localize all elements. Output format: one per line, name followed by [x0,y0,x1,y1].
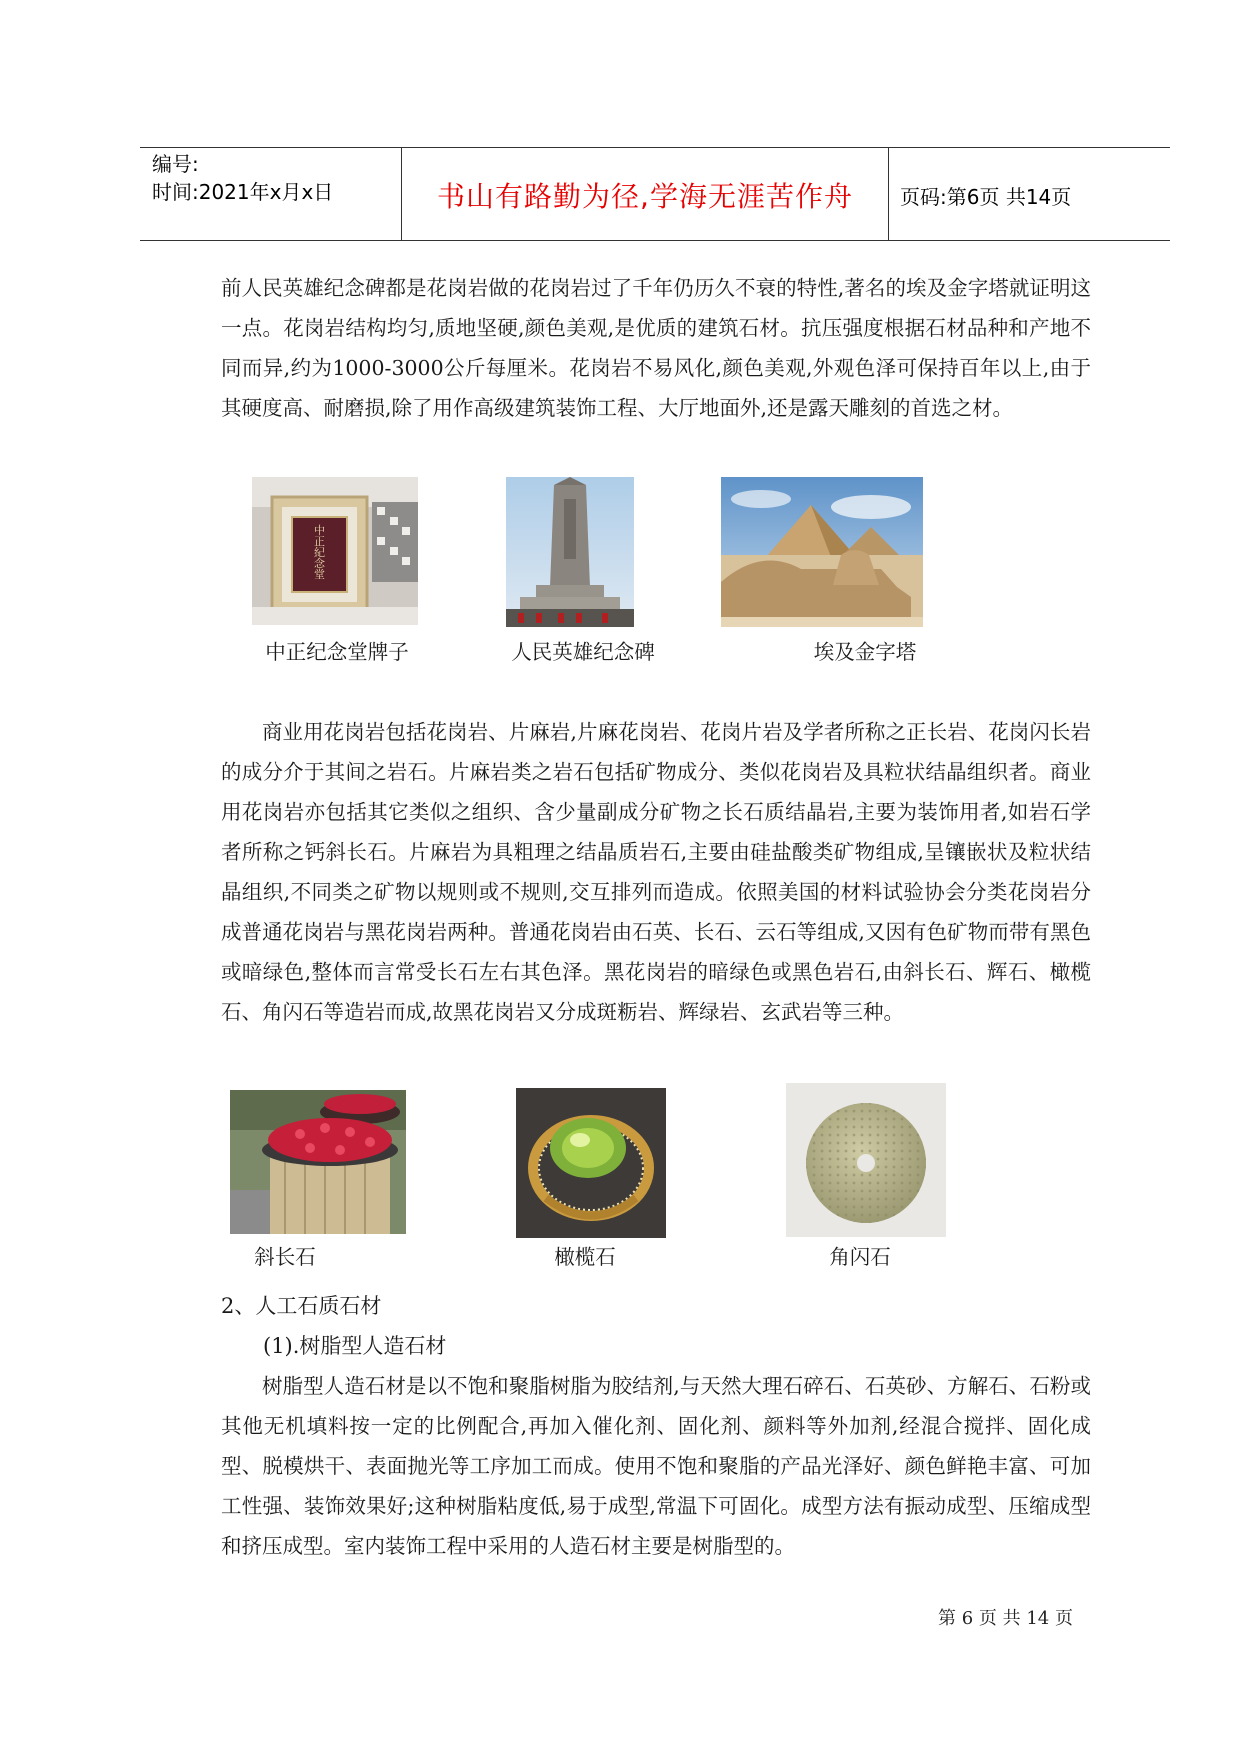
header-bottom-rule [140,240,1170,241]
figure-monument [506,477,634,627]
caption-hornblende: 角闪石 [829,1245,891,1269]
section-heading: 2、人工石质石材 [221,1294,382,1318]
figure-pyramid [721,477,923,627]
paragraph-granite-intro: 前人民英雄纪念碑都是花岗岩做的花岗岩过了千年仍历久不衰的特性,著名的埃及金字塔就证明这一点。花岗岩结构均匀,质地坚硬,颜色美观,是优质的建筑石材。抗压强度根据石材品种和产地不同而异,约为1000-3000公斤每厘米。花岗岩不易风化,颜色美观,外观色泽可保持百年以上,由于其硬度高、耐磨损,除了用作高级建筑装饰工程、大厅地面外,还是露天雕刻的首选之材。 [221,276,1091,420]
header-top-rule [140,147,1170,148]
header-page-info: 页码:第6页 共14页 [900,185,1072,209]
plaque-text: 中正紀念堂 [312,524,326,580]
caption-plagioclase: 斜长石 [254,1245,316,1269]
paragraph-commercial-granite: 商业用花岗岩包括花岗岩、片麻岩,片麻花岗岩、花岗片岩及学者所称之正长岩、花岗闪长岩的成分介于其间之岩石。片麻岩类之岩石包括矿物成分、类似花岗岩及具粒状结晶组织者。商业用花岗岩亦包括其它类似之组织、含少量副成分矿物之长石质结晶岩,主要为装饰用者,如岩石学者所称之钙斜长石。片麻岩为具粗理之结晶质岩石,主要由硅盐酸类矿物组成,呈镶嵌状及粒状结晶组织,不同类之矿物以规则或不规则,交互排列而造成。依照美国的材料试验协会分类花岗岩分成普通花岗岩与黑花岗岩两种。普通花岗岩由石英、长石、云石等组成,又因有色矿物而带有黑色或暗绿色,整体而言常受长石左右其色泽。黑花岗岩的暗绿色或黑色岩石,由斜长石、辉石、橄榄石、角闪石等造岩而成,故黑花岗岩又分成斑粝岩、辉绿岩、玄武岩等三种。 [221,720,1091,1024]
caption-olivine: 橄榄石 [554,1245,616,1269]
figure-hornblende [786,1083,946,1237]
header-motto: 书山有路勤为径,学海无涯苦作舟 [437,180,853,213]
page-footer: 第 6 页 共 14 页 [938,1608,1073,1629]
figure-plagioclase [230,1090,406,1234]
figure-memorial-plaque [252,477,418,625]
date-line: 时间:2021年x月x日 [152,180,334,204]
paragraph-resin-stone: 树脂型人造石材是以不饱和聚脂树脂为胶结剂,与天然大理石碎石、石英砂、方解石、石粉或其他无机填料按一定的比例配合,再加入催化剂、固化剂、颜料等外加剂,经混合搅拌、固化成型、脱模烘干、表面抛光等工序加工而成。使用不饱和聚脂的产品光泽好、颜色鲜艳丰富、可加工性强、装饰效果好;这种树脂粘度低,易于成型,常温下可固化。成型方法有振动成型、压缩成型和挤压成型。室内装饰工程中采用的人造石材主要是树脂型的。 [221,1374,1091,1558]
caption-monument: 人民英雄纪念碑 [511,640,655,664]
figure-olivine [516,1088,666,1238]
number-label: 编号: [152,152,199,176]
header-divider-1 [401,147,402,240]
caption-memorial-plaque: 中正纪念堂牌子 [265,640,409,664]
header-divider-2 [888,147,889,240]
section-subheading: (1).树脂型人造石材 [263,1334,447,1358]
header-left-cell [152,150,397,206]
caption-pyramid: 埃及金字塔 [813,640,917,664]
